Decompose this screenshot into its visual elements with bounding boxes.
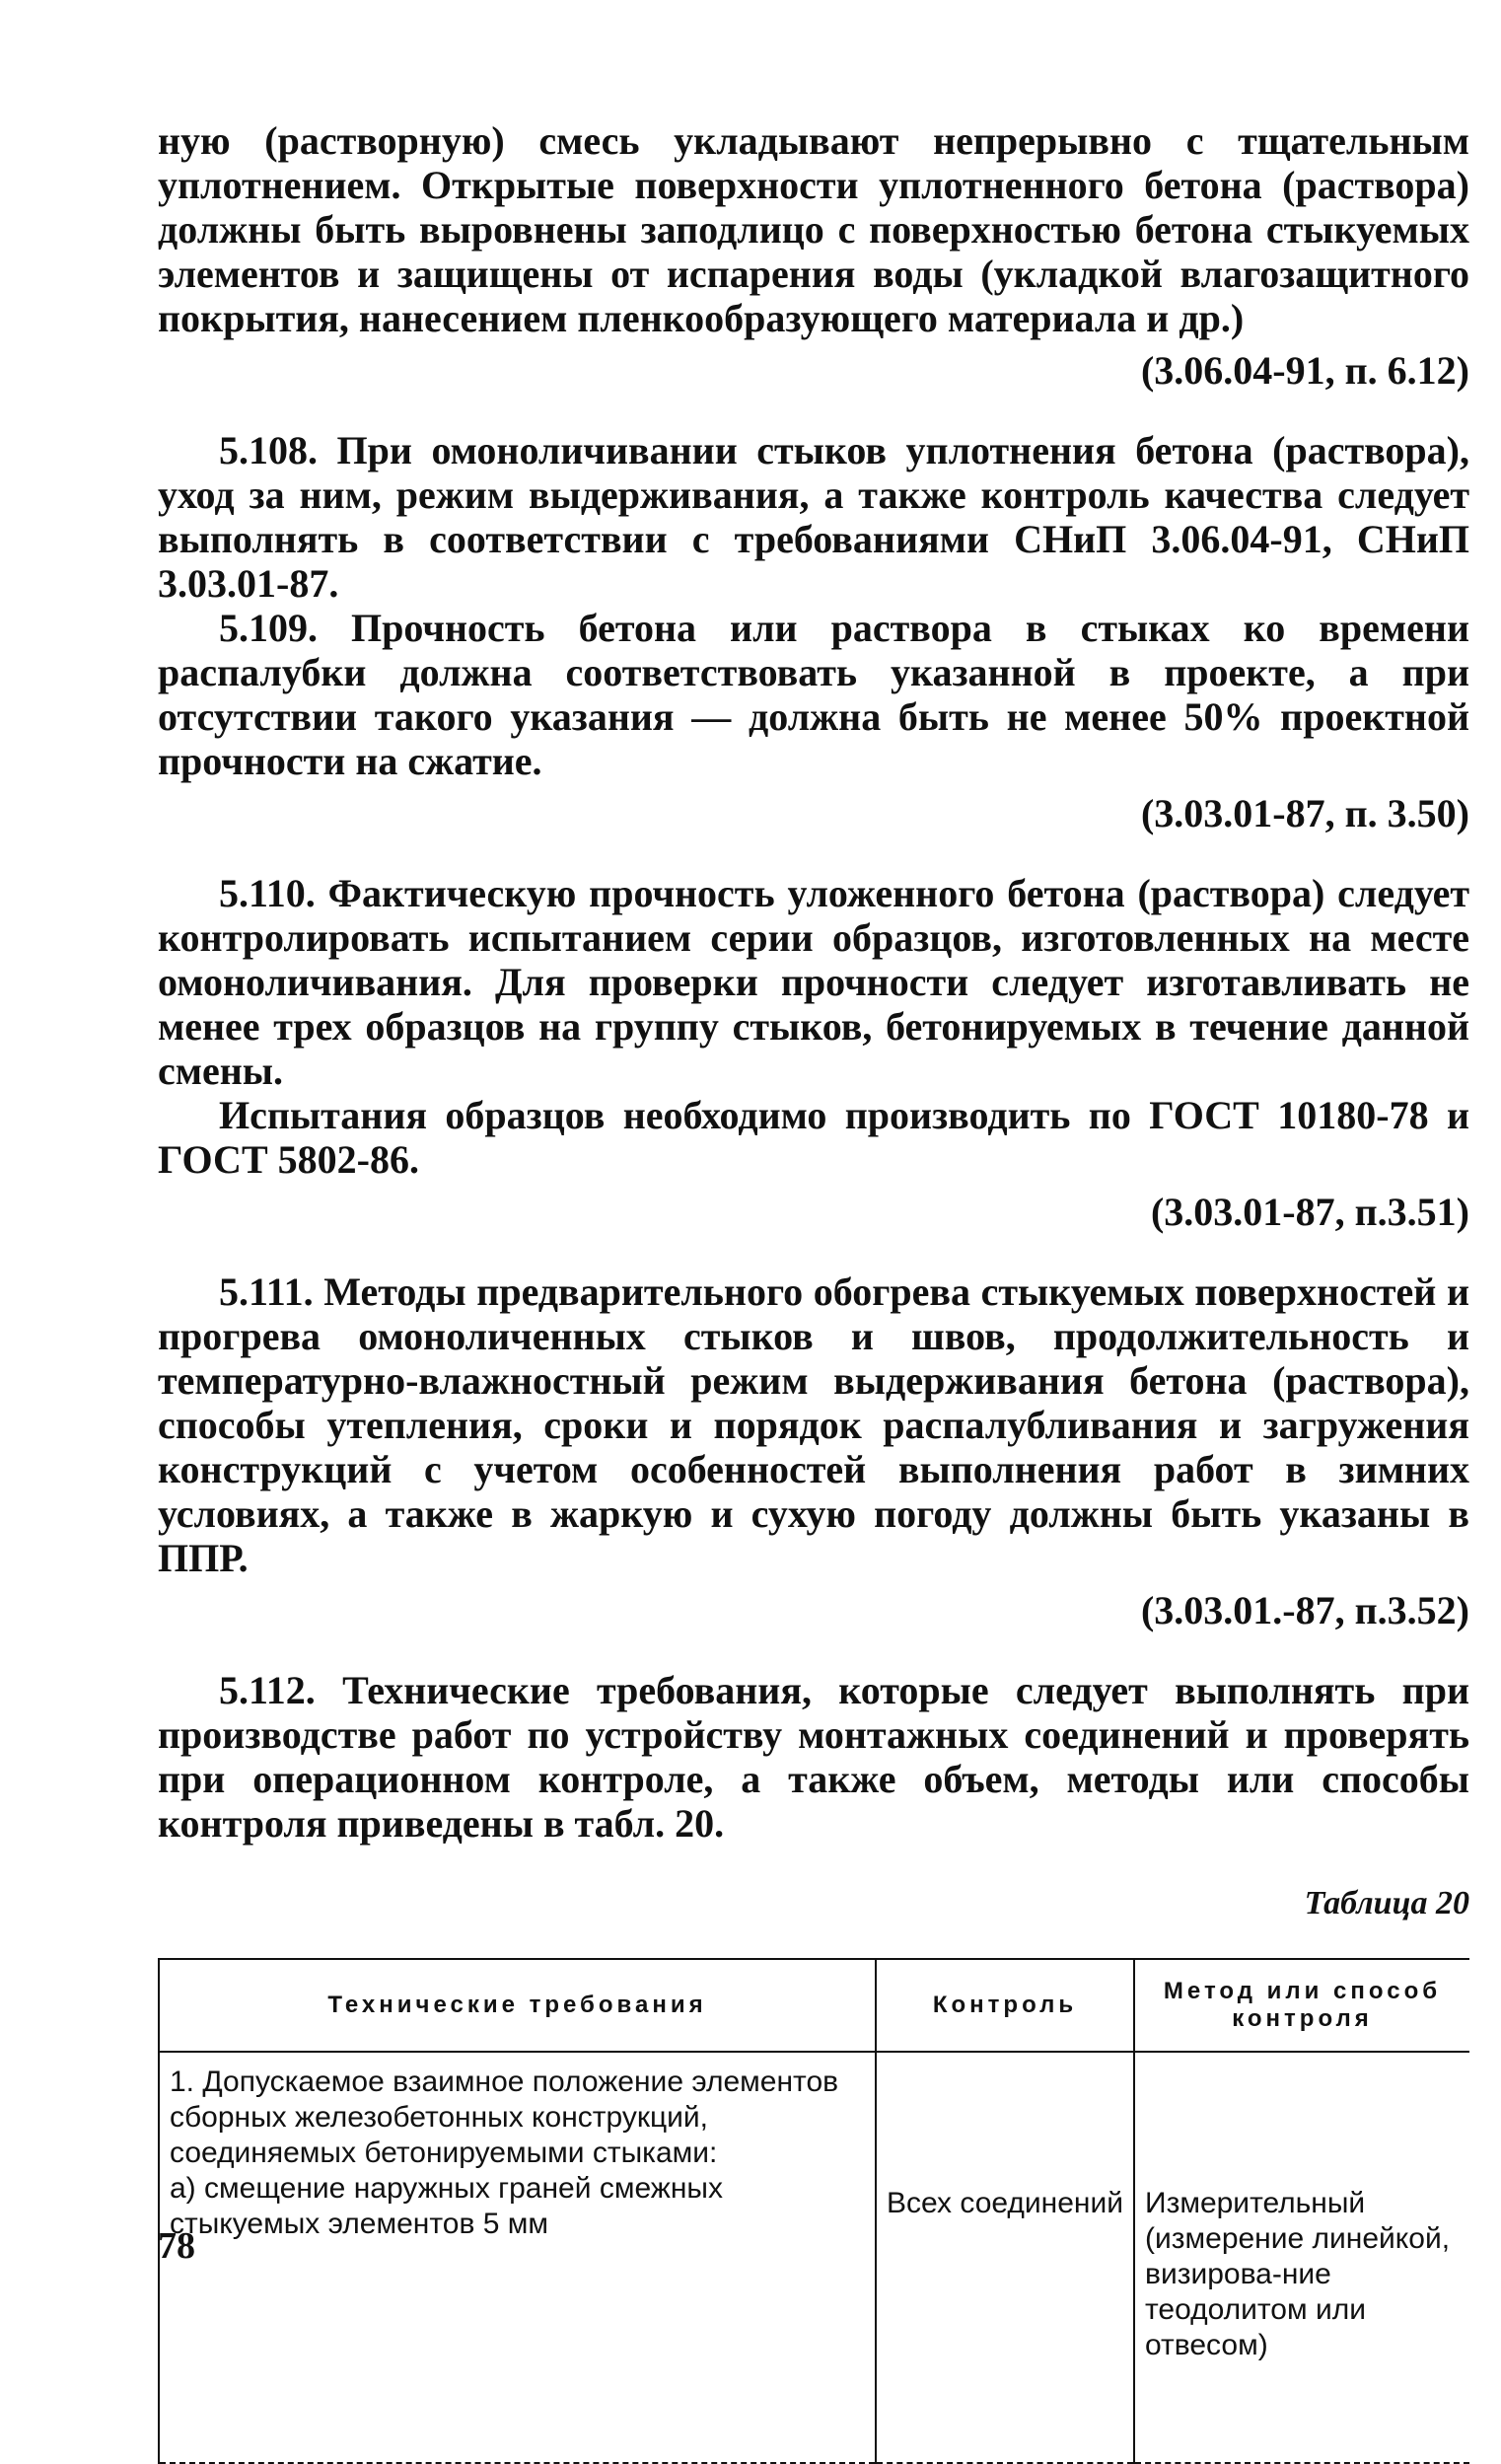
reference-3-52: (3.03.01.-87, п.3.52) [1140, 1588, 1469, 1632]
paragraph-5-110-testing: Испытания образцов необходимо производить по ГОСТ 10180-78 и ГОСТ 5802-86. [158, 1093, 1469, 1182]
cell-control: Всех соединений [876, 2052, 1134, 2463]
cell-requirement [159, 2052, 876, 2463]
header-control: Контроль [876, 1959, 1134, 2052]
requirements-table [158, 1958, 1469, 2464]
reference-3-50: (3.03.01-87, п. 3.50) [1140, 791, 1469, 835]
paragraph-5-109: 5.109. Прочность бетона или раствора в стыках ко времени распалубки должна соответствовать указанной в проекте, а при отсутствии такого указания — должна быть не менее 50% проектной прочности на сжатие. [158, 606, 1469, 783]
header-requirements: Технические требования [159, 1959, 876, 2052]
page-number: 78 [158, 2225, 195, 2267]
table-caption: Таблица 20 [1304, 1885, 1469, 1921]
reference-6-12: (3.06.04-91, п. 6.12) [1140, 348, 1469, 393]
paragraph-5-110: 5.110. Фактическую прочность уложенного бетона (раствора) следует контролировать испытанием серии образцов, изготовленных на месте омоноличивания. Для проверки прочности следует изготавливать не менее трех образцов на группу стыков, бетонируемых в течение данной смены. [158, 871, 1469, 1093]
table-row [159, 2052, 1469, 2463]
paragraph-5-111: 5.111. Методы предварительного обогрева стыкуемых поверхностей и прогрева омоноличенных стыков и швов, продолжительность и температурно-влажностный режим выдерживания бетона (раствора), способы утепления, сроки и порядок распалубливания и загружения конструкций с учетом особенностей выполнения работ в зимних условиях, а также в жаркую и сухую погоду должны быть указаны в ППР. [158, 1269, 1469, 1580]
table-header-row [159, 1959, 1469, 2052]
requirement-subitem: а) смещение наружных граней смежных стыкуемых элементов 5 мм [170, 2172, 723, 2240]
document-page [158, 118, 1469, 2464]
requirement-text: 1. Допускаемое взаимное положение элементов сборных железобетонных конструкций, соединяемых бетонируемыми стыками: [170, 2065, 839, 2169]
reference-3-51: (3.03.01-87, п.3.51) [1150, 1190, 1469, 1234]
header-method: Метод или способ контроля [1134, 1959, 1469, 2052]
cell-method: Измерительный (измерение линейкой, визирова-ние теодолитом или отвесом) [1134, 2052, 1469, 2463]
paragraph-continuation: ную (растворную) смесь укладывают непрерывно с тщательным уплотнением. Открытые поверхности уплотненного бетона (раствора) должны быть выровнены заподлицо с поверхностью бетона стыкуемых элементов и защищены от испарения воды (укладкой влагозащитного покрытия, нанесением пленкообразующего материала и др.) [158, 118, 1469, 340]
paragraph-5-112: 5.112. Технические требования, которые следует выполнять при производстве работ по устройству монтажных соединений и проверять при операционном контроле, а также объем, методы или способы контроля приведены в табл. 20. [158, 1668, 1469, 1846]
paragraph-5-108: 5.108. При омоноличивании стыков уплотнения бетона (раствора), уход за ним, режим выдерживания, а также контроль качества следует выполнять в соответствии с требованиями СНиП 3.06.04-91, СНиП 3.03.01-87. [158, 428, 1469, 606]
